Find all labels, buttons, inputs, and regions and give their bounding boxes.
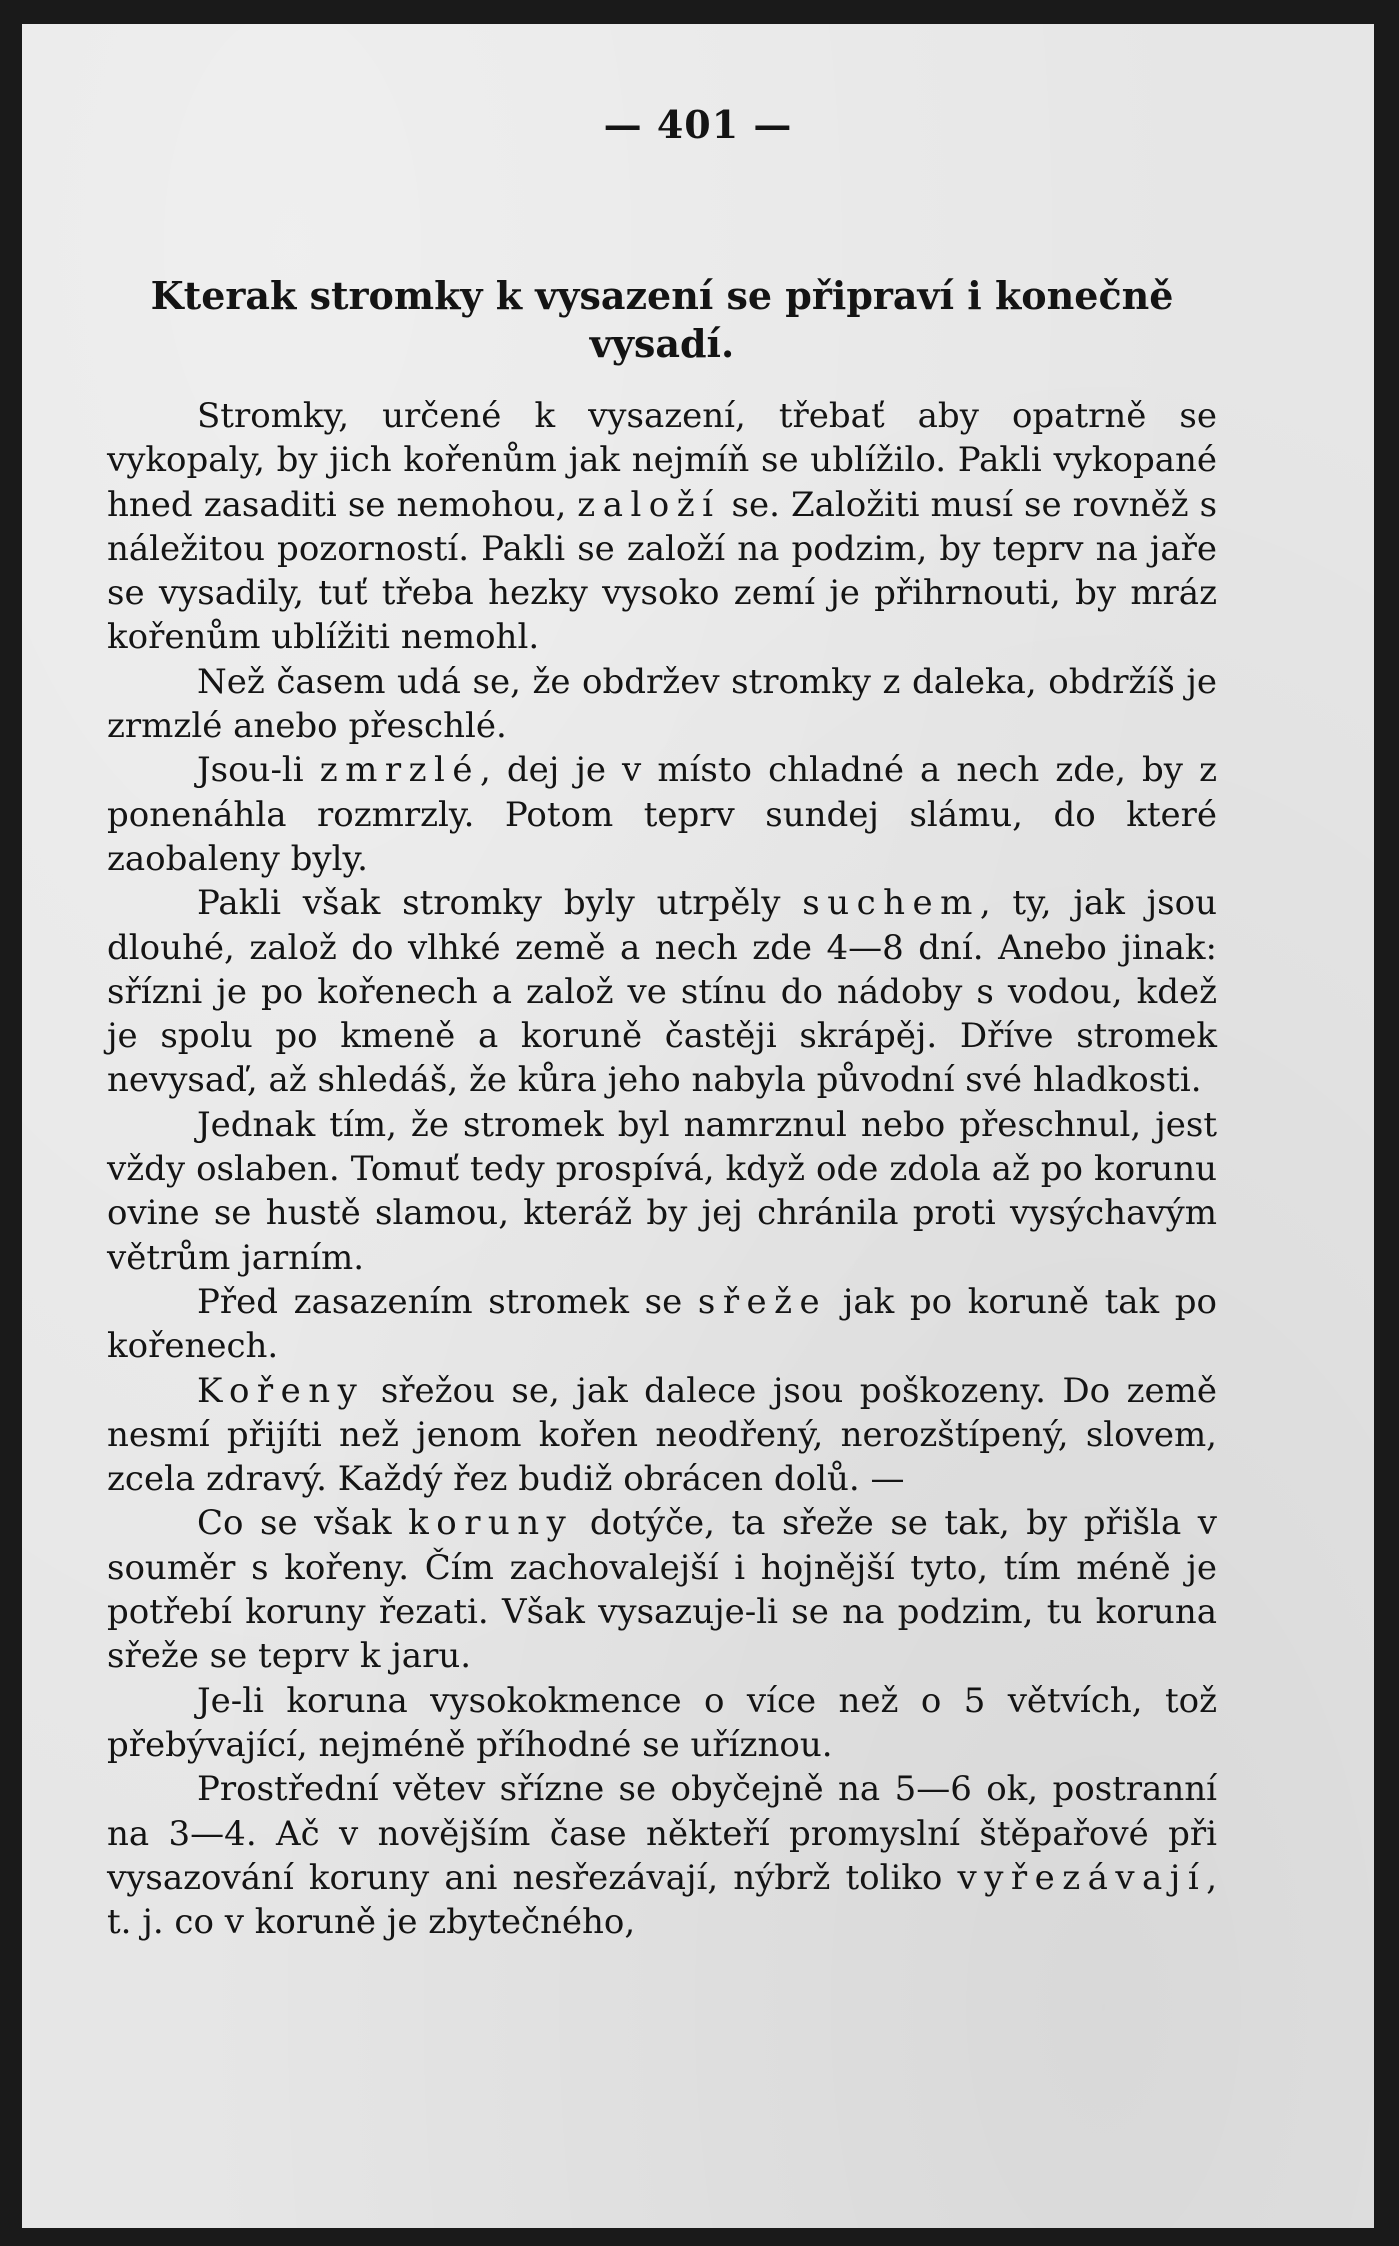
emphasized-text: sřeže <box>697 1281 828 1322</box>
paragraph <box>107 1679 1217 1768</box>
emphasized-text: založí <box>577 484 721 525</box>
paragraph <box>107 1369 1217 1502</box>
emphasized-text: vyřezávají <box>957 1857 1207 1898</box>
paragraph-text: Je-li koruna vysokokmence o více než o 5 větvích, tož přebývající, nejméně příhodné se uříznou. <box>107 1680 1217 1765</box>
paragraph-text: Jednak tím, že stromek byl namrznul nebo přeschnul, jest vždy oslaben. Tomuť tedy prospívá, když ode zdola až po korunu ovine se hustě slamou, kteráž by jej chránila proti vysýchavým větrům jarním. <box>107 1104 1217 1278</box>
paragraph <box>107 881 1217 1102</box>
chapter-heading: Kterak stromky k vysazení se připraví i konečně vysadí. <box>150 273 1174 366</box>
paragraph-text: Stromky, určené k vysazení, třebať aby opatrně se vykopaly, by jich kořenům jak nejmíň se ublížilo. Pakli vykopané hned zasaditi se nemohou, <box>107 396 1217 525</box>
paragraph-text: , dej je v místo chladné a nech zde, by z ponenáhla rozmrzly. Potom teprv sundej slámu, do které zaobaleny byly. <box>107 750 1217 879</box>
paragraph-text: jak po koruně tak po kořenech. <box>107 1281 1218 1367</box>
paragraph-text: Pakli však stromky byly utrpěly <box>197 883 803 924</box>
paragraph <box>107 748 1217 881</box>
paragraph <box>107 1501 1217 1678</box>
paragraph <box>107 394 1217 660</box>
body-text <box>107 394 1217 1944</box>
paragraph-text: , ty, jak jsou dlouhé, založ do vlhké země a nech zde 4—8 dní. Anebo jinak: sřízni je po kořenech a založ ve stínu do nádoby s vodou, kdež je spolu po kmeně a koruně častěji skrápěj. Dříve stromek nevysaď, až shledáš, že kůra jeho nabyla původní své hladkosti. <box>107 883 1217 1101</box>
paragraph <box>107 1280 1217 1369</box>
paragraph <box>107 660 1217 749</box>
paragraph-text: se. Založiti musí se rovněž s náležitou pozorností. Pakli se založí na podzim, by teprv na jaře se vysadily, tuť třeba hezky vysoko zemí je přihrnouti, by mráz kořenům ublížiti nemohl. <box>107 484 1218 658</box>
emphasized-text: zmrzlé <box>319 750 480 791</box>
emphasized-text: suchem <box>802 883 980 924</box>
paragraph-text: sřežou se, jak dalece jsou poškozeny. Do země nesmí přijíti než jenom kořen neodřený, nerozštípený, slovem, zcela zdravý. Každý řez budiž obrácen dolů. — <box>107 1370 1217 1500</box>
paragraph-text: Co se však <box>197 1503 409 1544</box>
paragraph-text: Jsou-li <box>197 750 320 791</box>
page-number: — 401 — <box>603 102 793 147</box>
paragraph <box>107 1767 1217 1944</box>
paragraph-text: dotýče, ta sřeže se tak, by přišla v souměr s kořeny. Čím zachovalejší i hojnější tyto, tím méně je potřebí koruny řezati. Však vysazuje-li se na podzim, tu koruna sřeže se teprv k jaru. <box>107 1503 1217 1677</box>
emphasized-text: koruny <box>408 1503 574 1544</box>
paragraph-text: Prostřední větev sřízne se obyčejně na 5—6 ok, postranní na 3—4. Ač v novějším čase někteří promyslní štěpařové při vysazování koruny ani nesřezávají, nýbrž toliko <box>107 1769 1217 1898</box>
paragraph <box>107 1103 1217 1280</box>
paragraph-text: Před zasazením stromek se <box>197 1281 698 1322</box>
paragraph-text: Než časem udá se, že obdržev stromky z daleka, obdržíš je zrmzlé anebo přeschlé. <box>107 661 1217 747</box>
book-page <box>22 24 1374 2228</box>
paragraph-text: , t. j. co v koruně je zbytečného, <box>107 1857 1217 1943</box>
emphasized-text: Kořeny <box>197 1370 365 1411</box>
